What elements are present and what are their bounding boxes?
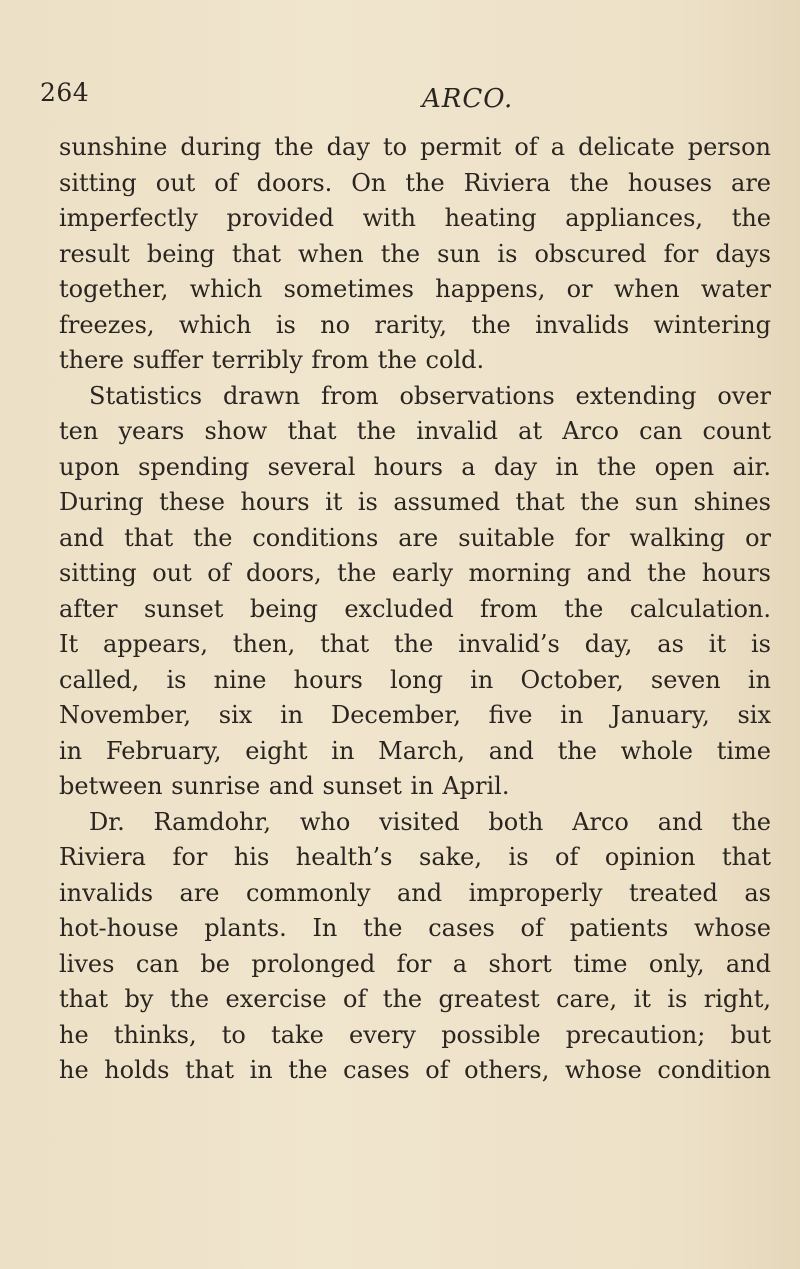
body-text <box>59 130 771 1089</box>
text-line: sitting out of doors, the early morning and the hours <box>59 559 771 587</box>
text-line: he thinks, to take every possible precaution; but <box>59 1020 771 1049</box>
text-line: During these hours it is assumed that the sun shines <box>59 488 771 516</box>
text-line: lives can be prolonged for a short time only, and <box>59 949 771 978</box>
text-line: called, is nine hours long in October, seven in <box>59 665 771 694</box>
text-line: upon spending several hours a day in the open air. <box>59 452 771 481</box>
text-line: sunshine during the day to permit of a delicate person <box>59 133 771 161</box>
text-line: Statistics drawn from observations extending over <box>89 381 771 410</box>
text-line: invalids are commonly and improperly treated as <box>59 878 771 907</box>
text-line: November, six in December, five in January, six <box>59 701 771 729</box>
text-line: together, which sometimes happens, or when water <box>59 275 771 303</box>
text-line: after sunset being excluded from the calculation. <box>59 594 771 623</box>
text-line: and that the conditions are suitable for walking or <box>59 523 771 552</box>
text-line: Dr. Ramdohr, who visited both Arco and the <box>89 807 771 836</box>
text-line: sitting out of doors. On the Riviera the houses are <box>59 168 771 197</box>
text-line: freezes, which is no rarity, the invalids wintering <box>59 310 771 339</box>
page-number: 264 <box>40 78 90 107</box>
text-line: there suffer terribly from the cold. <box>59 346 485 374</box>
text-line: Riviera for his health’s sake, is of opinion that <box>59 843 771 871</box>
text-line: imperfectly provided with heating appliances, the <box>59 204 771 232</box>
text-line: hot-house plants. In the cases of patients whose <box>59 914 771 942</box>
text-line: he holds that in the cases of others, whose condition <box>59 1056 771 1084</box>
page-header <box>40 70 760 114</box>
text-line: result being that when the sun is obscured for days <box>59 239 771 268</box>
text-line: between sunrise and sunset in April. <box>59 772 510 800</box>
text-line: It appears, then, that the invalid’s day, as it is <box>59 630 771 658</box>
running-head: ARCO. <box>422 84 514 114</box>
text-line: that by the exercise of the greatest care, it is right, <box>59 985 771 1013</box>
text-line: in February, eight in March, and the whole time <box>59 736 771 765</box>
text-line: ten years show that the invalid at Arco can count <box>59 417 771 445</box>
